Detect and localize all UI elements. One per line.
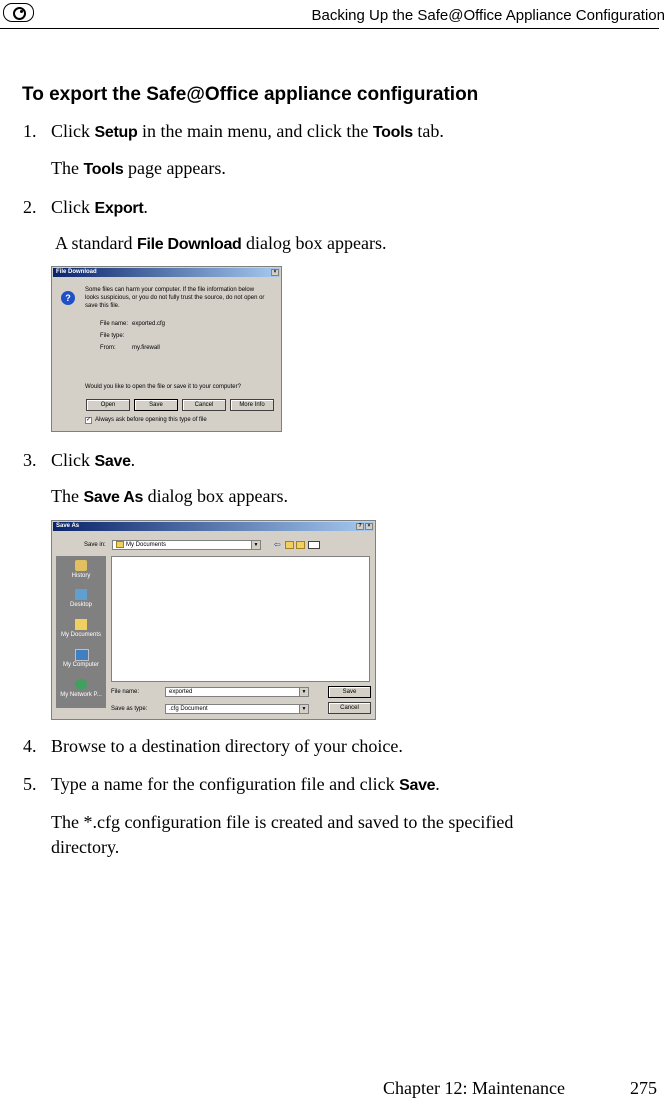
step-1-text: Click Setup in the main menu, and click the Tools tab. [51,121,444,141]
open-button[interactable]: Open [86,399,130,411]
save-as-type-select[interactable]: .cfg Document ▼ [165,704,309,714]
chevron-down-icon[interactable]: ▼ [299,705,308,713]
save-button[interactable]: Save [134,399,178,411]
place-my-documents[interactable]: My Documents [60,632,101,638]
dialog-title-bar: File Download × [53,268,280,277]
step-number: 3. [23,450,37,470]
more-info-button[interactable]: More Info [230,399,274,411]
step-2-result: A standard File Download dialog box appears. [55,233,387,253]
desktop-icon [75,589,87,600]
cancel-button[interactable]: Cancel [328,702,371,714]
always-ask-checkbox[interactable]: ✓ [86,417,92,423]
from-label: From: [100,345,116,351]
history-icon [75,560,87,571]
running-header: Backing Up the Safe@Office Appliance Configuration [311,7,665,24]
save-as-dialog [51,520,376,720]
step-3-result: The Save As dialog box appears. [51,486,289,506]
from-value: my.firewall [132,345,160,351]
cancel-button[interactable]: Cancel [182,399,226,411]
save-button[interactable]: Save [328,686,371,698]
place-desktop[interactable]: Desktop [69,602,92,608]
step-2-text: Click Export. [51,197,148,217]
step-number: 2. [23,197,37,217]
step-1-result: The Tools page appears. [51,158,226,178]
my-documents-icon [75,619,87,630]
header-rule [0,28,659,29]
step-number: 1. [23,121,37,141]
always-ask-label: Always ask before opening this type of file [95,417,207,423]
save-in-label: Save in: [84,542,106,548]
warning-line: Some files can harm your computer. If the file information below [85,287,255,293]
question-icon: ? [61,291,75,305]
chevron-down-icon[interactable]: ▼ [299,688,308,696]
close-icon[interactable]: × [365,523,373,530]
file-name-label: File name: [111,689,140,695]
place-my-network[interactable]: My Network P... [60,692,102,698]
dialog-title-bar: Save As ? × [53,522,374,531]
place-my-computer[interactable]: My Computer [62,662,99,668]
file-name-value: exported.cfg [132,321,166,327]
step-5-text: Type a name for the configuration file and click Save. [51,774,440,794]
safe-at-office-logo-icon [3,3,34,22]
folder-icon [116,541,124,548]
file-name-input[interactable]: exported ▼ [165,687,309,697]
new-folder-icon[interactable] [296,541,305,549]
section-title: To export the Safe@Office appliance configuration [22,84,479,105]
my-computer-icon [75,649,89,661]
file-download-dialog [51,266,282,432]
warning-line: looks suspicious, or you do not fully trust the source, do not open or [85,295,265,301]
file-type-label: File type: [100,333,125,339]
up-folder-icon[interactable] [285,541,294,549]
file-name-label: File name: [100,321,129,327]
chevron-down-icon[interactable]: ▼ [251,541,260,549]
views-menu-icon[interactable] [308,541,320,549]
help-icon[interactable]: ? [356,523,364,530]
save-as-type-label: Save as type: [111,706,148,712]
step-number: 4. [23,736,37,756]
step-number: 5. [23,774,37,794]
close-icon[interactable]: × [271,269,279,276]
place-history[interactable]: History [71,573,91,579]
file-list[interactable] [111,556,370,682]
warning-line: save this file. [85,303,120,309]
step-5-result-line1: The *.cfg configuration file is created and saved to the specified [51,812,514,832]
step-3-text: Click Save. [51,450,136,470]
page-number: 275 [630,1078,657,1098]
save-in-select[interactable]: My Documents ▼ [112,540,261,550]
footer-chapter: Chapter 12: Maintenance [383,1078,565,1098]
step-4-text: Browse to a destination directory of your choice. [51,736,403,756]
back-icon[interactable]: ⇦ [274,540,281,549]
question-text: Would you like to open the file or save it to your computer? [85,384,241,390]
my-network-icon [75,679,87,690]
places-bar [56,556,106,708]
step-5-result-line2: directory. [51,837,120,857]
